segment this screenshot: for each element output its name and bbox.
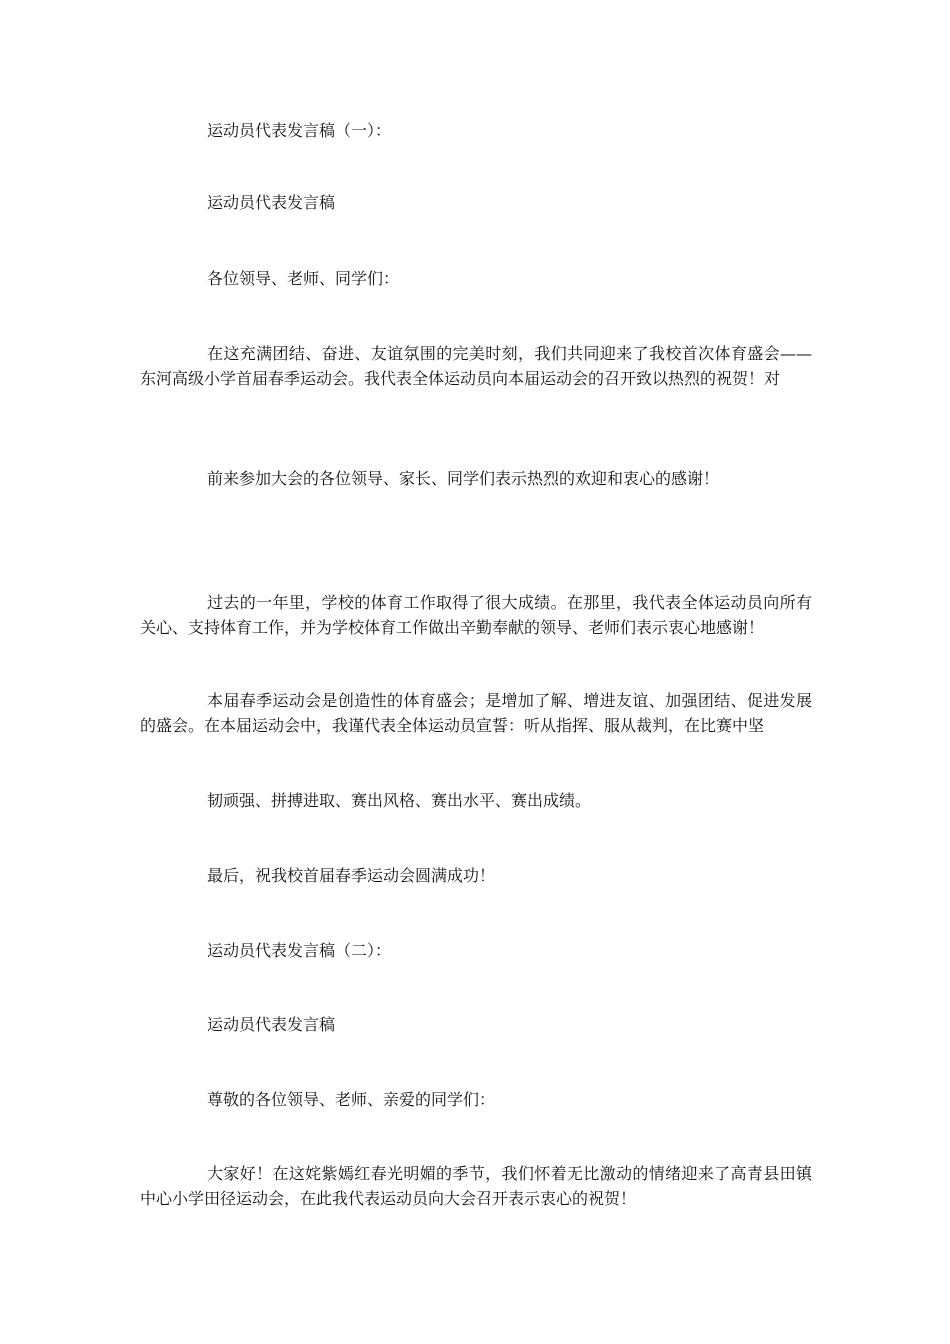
section-heading-1: 运动员代表发言稿（一）：: [207, 121, 392, 140]
paragraph-thanks: 过去的一年里，学校的体育工作取得了很大成绩。在那里，我代表全体运动员向所有关心、支持体育工作，并为学校体育工作做出辛勤奉献的领导、老师们表示衷心地感谢！: [140, 593, 812, 637]
speech-title-2: 运动员代表发言稿: [207, 1015, 336, 1034]
paragraph-greeting: 大家好！在这姹紫嫣红春光明媚的季节，我们怀着无比激动的情绪迎来了高青县田镇中心小学田径运动会，在此我代表运动员向大会召开表示衷心的祝贺！: [140, 1164, 812, 1208]
paragraph-opening: 在这充满团结、奋进、友谊氛围的完美时刻，我们共同迎来了我校首次体育盛会——东河高级小学首届春季运动会。我代表全体运动员向本届运动会的召开致以热烈的祝贺！对: [140, 344, 812, 388]
salutation-2: 尊敬的各位领导、老师、亲爱的同学们：: [207, 1090, 496, 1109]
section-heading-2: 运动员代表发言稿（二）：: [207, 941, 392, 960]
paragraph-oath: 本届春季运动会是创造性的体育盛会；是增加了解、增进友谊、加强团结、促进发展的盛会。在本届运动会中，我谨代表全体运动员宣誓：听从指挥、服从裁判，在比赛中坚: [140, 691, 812, 735]
paragraph-welcome: 前来参加大会的各位领导、家长、同学们表示热烈的欢迎和衷心的感谢！: [207, 469, 720, 488]
salutation-1: 各位领导、老师、同学们：: [207, 269, 400, 288]
paragraph-oath-continued: 韧顽强、拼搏进取、赛出风格、赛出水平、赛出成绩。: [207, 791, 592, 810]
paragraph-closing: 最后，祝我校首届春季运动会圆满成功！: [207, 866, 496, 885]
speech-title-1: 运动员代表发言稿: [207, 193, 336, 212]
